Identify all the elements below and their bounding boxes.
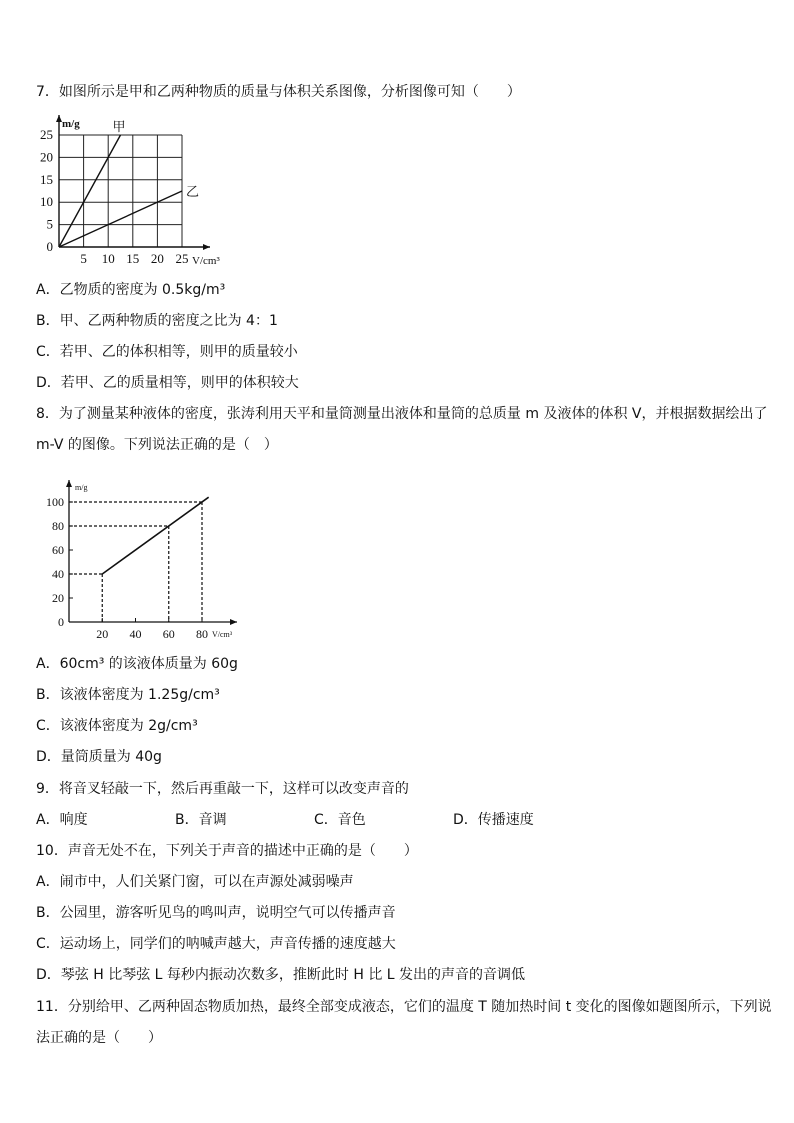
q11-stem-line2: 法正确的是（ ） — [36, 1030, 162, 1046]
q10-stem: 10．声音无处不在，下列关于声音的描述中正确的是（ ） — [36, 843, 418, 859]
series-line-jia — [59, 135, 121, 247]
x-tick-label: 5 — [80, 251, 87, 266]
q7-option-c: C．若甲、乙的体积相等，则甲的质量较小 — [36, 344, 298, 360]
x-axis-arrow — [230, 619, 237, 625]
q8-stem-line1: 8．为了测量某种液体的密度，张涛利用天平和量筒测量出液体和量筒的总质量 m 及液体的体积 V，并根据数据绘出了 — [36, 406, 768, 422]
q10-option-d: D．琴弦 H 比琴弦 L 每秒内振动次数多，推断此时 H 比 L 发出的声音的音调低 — [36, 967, 526, 983]
y-tick-label: 0 — [58, 615, 64, 629]
q8-option-a: A．60cm³ 的该液体质量为 60g — [36, 656, 238, 672]
y-tick-label: 100 — [46, 495, 64, 509]
y-axis-arrow — [66, 480, 72, 487]
q8-option-c: C．该液体密度为 2g/cm³ — [36, 718, 198, 734]
x-tick-label: 40 — [129, 627, 142, 641]
x-axis-label: V/cm³ — [192, 255, 220, 267]
q8-chart — [34, 465, 254, 645]
x-axis-label: V/cm³ — [212, 630, 233, 639]
series-line-yi — [59, 191, 182, 247]
q8-stem-line2: m-V 的图像。下列说法正确的是（ ） — [36, 437, 278, 453]
q8-option-d: D．量筒质量为 40g — [36, 749, 162, 765]
q9-stem: 9．将音叉轻敲一下，然后再重敲一下，这样可以改变声音的 — [36, 781, 409, 797]
y-axis-label: m/g — [75, 483, 88, 492]
x-axis-arrow — [203, 244, 210, 250]
q7-stem: 7．如图所示是甲和乙两种物质的质量与体积关系图像，分析图像可知（ ） — [36, 84, 521, 100]
x-tick-label: 25 — [175, 251, 189, 266]
y-tick-label: 20 — [52, 591, 64, 605]
y-tick-label: 15 — [40, 171, 53, 187]
y-tick-label: 25 — [40, 127, 53, 142]
q11-stem-line1: 11．分别给甲、乙两种固态物质加热，最终全部变成液态，它们的温度 T 随加热时间 t 变化的图像如题图所示，下列说 — [36, 999, 772, 1015]
q9-option-d: D．传播速度 — [453, 812, 534, 828]
y-tick-label: 0 — [46, 239, 53, 254]
q8-option-b: B．该液体密度为 1.25g/cm³ — [36, 687, 220, 703]
x-tick-label: 20 — [150, 251, 164, 266]
q9-option-b: B．音调 — [175, 812, 227, 828]
y-tick-label: 5 — [46, 216, 53, 232]
q7-option-b: B．甲、乙两种物质的密度之比为 4：1 — [36, 313, 278, 329]
y-tick-label: 80 — [52, 519, 64, 533]
y-axis-label: m/g — [62, 118, 80, 130]
series-line — [102, 497, 208, 574]
q7-option-d: D．若甲、乙的质量相等，则甲的体积较大 — [36, 375, 299, 391]
series-label-jia: 甲 — [112, 119, 126, 134]
y-tick-label: 10 — [40, 194, 53, 210]
y-tick-label: 40 — [52, 567, 64, 581]
q9-option-a: A．响度 — [36, 812, 88, 828]
q10-option-c: C．运动场上，同学们的呐喊声越大，声音传播的速度越大 — [36, 936, 396, 952]
y-tick-label: 60 — [52, 543, 64, 557]
x-tick-label: 15 — [126, 251, 140, 266]
x-tick-label: 80 — [196, 627, 208, 641]
series-label-yi: 乙 — [186, 184, 200, 199]
x-tick-label: 20 — [96, 627, 109, 641]
q7-option-a: A．乙物质的密度为 0.5kg/m³ — [36, 282, 226, 298]
x-tick-label: 10 — [101, 251, 115, 266]
q9-option-c: C．音色 — [314, 812, 366, 828]
q10-option-b: B．公园里，游客听见鸟的鸣叫声，说明空气可以传播声音 — [36, 905, 396, 921]
q10-option-a: A．闹市中，人们关紧门窗，可以在声源处减弱噪声 — [36, 874, 354, 890]
y-tick-label: 20 — [40, 149, 53, 165]
x-tick-label: 60 — [162, 627, 175, 641]
q7-chart — [34, 112, 234, 272]
